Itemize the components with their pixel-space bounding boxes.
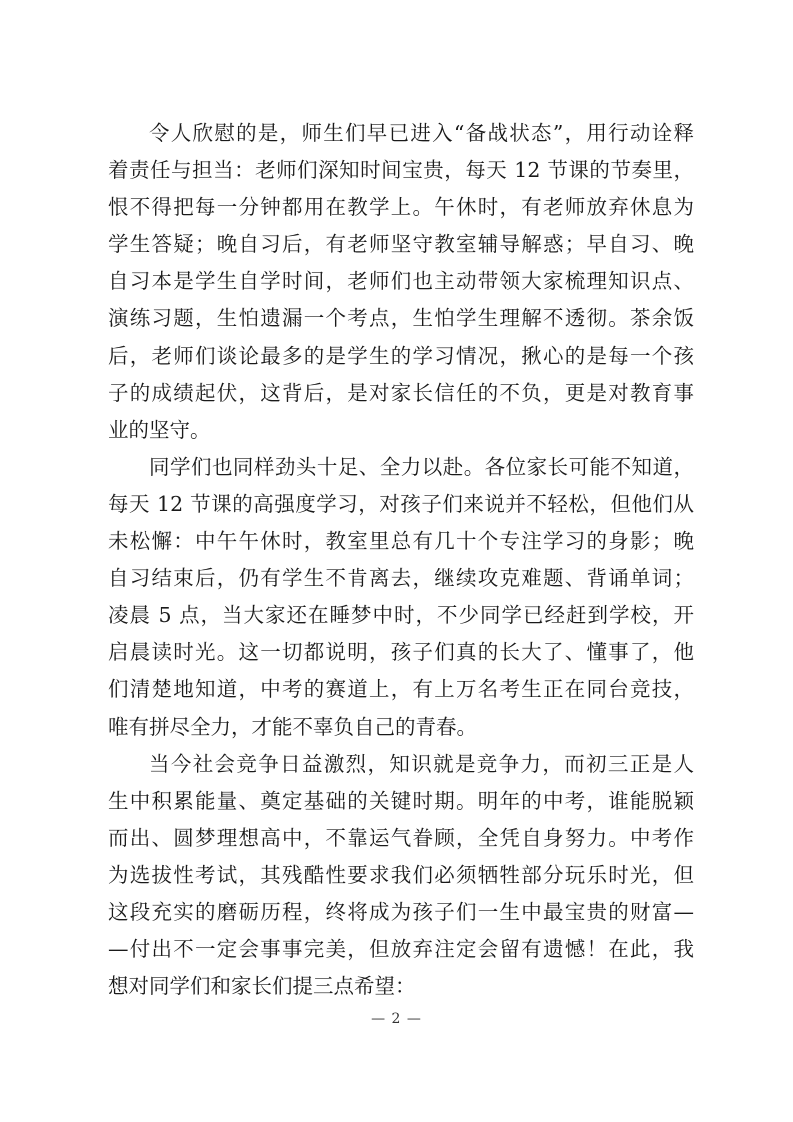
- paragraph-2-line-4: 自习结束后，仍有学生不肯离去，继续攻克难题、背诵单词；: [108, 566, 694, 591]
- paragraph-3-line-6: —付出不一定会事事完美，但放弃注定会留有遗憾！在此，我: [108, 937, 694, 962]
- paragraph-2-line-6: 启晨读时光。这一切都说明，孩子们真的长大了、懂事了，他: [108, 640, 694, 665]
- paragraph-1-line-7: 后，老师们谈论最多的是学生的学习情况，揪心的是每一个孩: [108, 343, 694, 368]
- paragraph-1-line-3: 恨不得把每一分钟都用在教学上。午休时，有老师放弃休息为: [108, 195, 694, 220]
- body-text: [108, 115, 694, 1005]
- paragraph-2-line-7: 们清楚地知道，中考的赛道上，有上万名考生正在同台竞技，: [108, 677, 694, 702]
- paragraph-3-line-2: 生中积累能量、奠定基础的关键时期。明年的中考，谁能脱颖: [108, 788, 694, 813]
- paragraph-2-line-3: 未松懈：中午午休时，教室里总有几十个专注学习的身影；晚: [108, 529, 694, 554]
- paragraph-3-line-4: 为选拔性考试，其残酷性要求我们必须牺牲部分玩乐时光，但: [108, 862, 694, 887]
- paragraph-2-line-1: 同学们也同样劲头十足、全力以赴。各位家长可能不知道，: [149, 454, 694, 479]
- paragraph-1-line-4: 学生答疑；晚自习后，有老师坚守教室辅导解惑；早自习、晚: [108, 232, 694, 257]
- paragraph-1-line-9: 业的坚守。: [108, 417, 211, 442]
- paragraph-1-line-5: 自习本是学生自学时间，老师们也主动带领大家梳理知识点、: [108, 269, 694, 294]
- paragraph-1-line-6: 演练习题，生怕遗漏一个考点，生怕学生理解不透彻。茶余饭: [108, 306, 694, 331]
- paragraph-3-line-7: 想对同学们和家长们提三点希望：: [108, 974, 416, 999]
- page-number: — 2 —: [371, 1011, 422, 1027]
- paragraph-2-line-5: 凌晨 5 点，当大家还在睡梦中时，不少同学已经赶到学校，开: [108, 603, 694, 628]
- paragraph-2-line-2: 每天 12 节课的高强度学习，对孩子们来说并不轻松，但他们从: [108, 491, 694, 516]
- paragraph-1-line-8: 子的成绩起伏，这背后，是对家长信任的不负，更是对教育事: [108, 380, 694, 405]
- paragraph-3-line-1: 当今社会竞争日益激烈，知识就是竞争力，而初三正是人: [149, 751, 694, 776]
- paragraph-3-line-5: 这段充实的磨砺历程，终将成为孩子们一生中最宝贵的财富—: [108, 899, 694, 924]
- paragraph-1-line-2: 着责任与担当：老师们深知时间宝贵，每天 12 节课的节奏里，: [108, 158, 694, 183]
- paragraph-1-line-1: 令人欣慰的是，师生们早已进入“备战状态”，用行动诠释: [149, 121, 694, 145]
- paragraph-3-line-3: 而出、圆梦理想高中，不靠运气眷顾，全凭自身努力。中考作: [108, 825, 694, 850]
- paragraph-2-line-8: 唯有拼尽全力，才能不辜负自己的青春。: [108, 714, 477, 739]
